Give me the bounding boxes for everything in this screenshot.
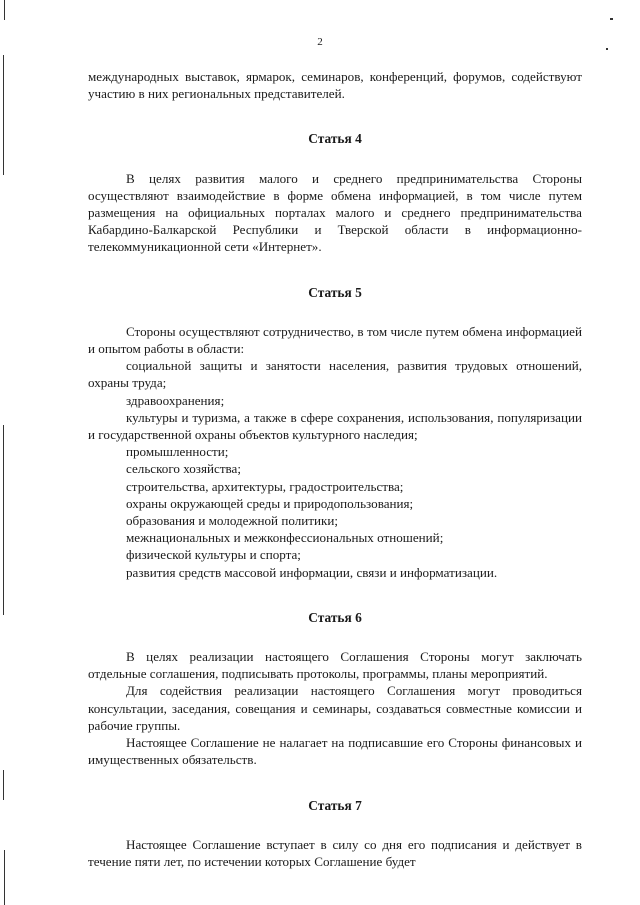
article-5-intro: Стороны осуществляют сотрудничество, в том числе путем обмена информацией и опытом работы в области: [88,323,582,357]
page-number: 2 [317,36,323,48]
article-6-paragraph: Настоящее Соглашение не налагает на подписавшие его Стороны финансовых и имущественных обязательств. [88,735,582,768]
article-6-title: Статья 6 [308,609,362,625]
article-6-paragraph: В целях реализации настоящего Соглашения Стороны могут заключать отдельные соглашения, подписывать протоколы, программы, планы мероприятий. [88,649,582,682]
article-5-item: строительства, архитектуры, градостроительства; [126,478,404,494]
article-7-title: Статья 7 [308,797,362,813]
scan-edge-mark-left-bottom [4,850,5,905]
article-5-item: межнациональных и межконфессиональных отношений; [126,530,444,546]
article-5-item: сельского хозяйства; [126,461,241,477]
article-6-paragraph: Для содействия реализации настоящего Соглашения могут проводиться консультации, заседания, совещания и семинары, создаваться совместные комиссии и рабочие группы. [88,683,582,733]
article-7-paragraph: Настоящее Соглашение вступает в силу со дня его подписания и действует в течение пяти лет, по истечении которых Соглашение будет [88,836,582,869]
article-5-item: промышленности; [126,444,229,460]
article-5-item: развития средств массовой информации, связи и информатизации. [126,564,498,580]
article-5-item: охраны окружающей среды и природопользования; [126,495,414,511]
article-4-paragraph: В целях развития малого и среднего предпринимательства Стороны осуществляют взаимодействие в форме обмена информацией, в том числе путем размещения на официальных порталах малого и среднего предпринимательства Кабардино-Балкарской Республики и Тверской области в информационно-телекоммуникационной сети «Интернет». [88,170,582,255]
scan-edge-mark-left-middle [3,425,4,615]
article-5-item: культуры и туризма, а также в сфере сохранения, использования, популяризации и государственной охраны объектов культурного наследия; [88,409,582,443]
article-5-item: здравоохранения; [126,392,225,408]
document-body [88,68,582,870]
scan-edge-mark-left-upper [3,55,4,175]
scan-edge-mark-left-top [4,0,5,20]
article-4-title: Статья 4 [308,131,362,147]
scan-speck-right-1 [610,18,613,20]
article-5-title: Статья 5 [308,284,362,300]
scan-speck-right-2 [606,48,608,50]
article-5-item: социальной защиты и занятости населения, развития трудовых отношений, охраны труда; [88,358,582,391]
article-5-item: физической культуры и спорта; [126,547,301,563]
article-5-item: образования и молодежной политики; [126,513,338,529]
continuation-paragraph: международных выставок, ярмарок, семинаров, конференций, форумов, содействуют участию в них региональных представителей. [88,69,582,102]
scan-edge-mark-left-lower [3,770,4,800]
